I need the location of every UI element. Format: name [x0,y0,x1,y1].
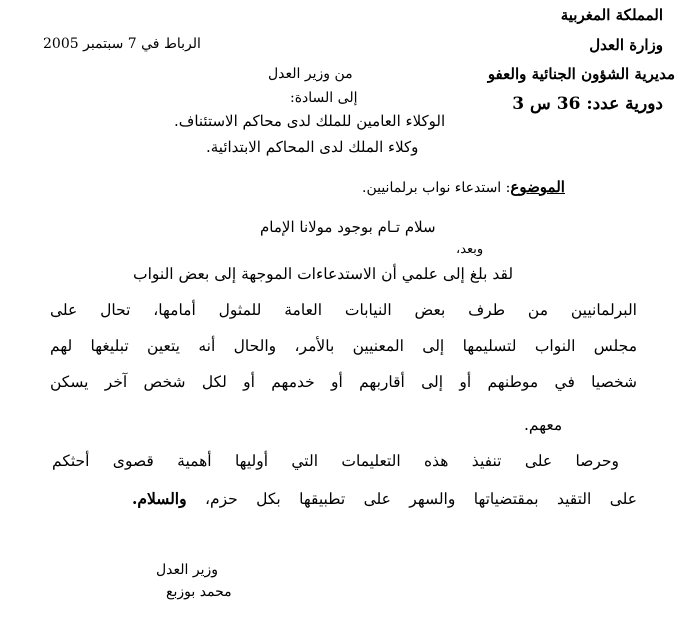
recipient-line: الوكلاء العامين للملك لدى محاكم الاستئناف. [174,112,446,130]
body-line: شخصيا في موطنهم أو إلى أقاربهم أو خدمهم أو لكل شخص آخر يسكن [50,373,637,391]
ministry-header: وزارة العدل [589,36,663,54]
recipient-intro: إلى السادة: [290,90,358,106]
greeting: سلام تـام بوجود مولانا الإمام [260,218,436,236]
after-greeting: وبعد، [456,242,484,257]
body-line-closing [132,489,637,508]
body-line: على التقيد بمقتضياتها والسهر على تطبيقها بكل حزم، [186,490,637,508]
subject-text: : استدعاء نواب برلمانيين. [362,180,511,196]
subject-line [362,178,565,196]
kingdom-header: المملكة المغربية [560,6,663,24]
body-line: وحرصا على تنفيذ هذه التعليمات التي أوليها أهمية قصوى أحثكم [52,452,619,470]
recipient-line: وكلاء الملك لدى المحاكم الابتدائية. [206,138,419,156]
body-line: لقد بلغ إلى علمي أن الاستدعاءات الموجهة إلى بعض النواب [133,265,514,283]
closing-salutation: والسلام. [132,489,187,508]
document-date: الرباط في 7 سبتمبر 2005 [43,36,201,52]
subject-label: الموضوع [510,178,565,196]
body-line: البرلمانيين من طرف بعض النيابات العامة للمثول أمامها، تحال على [50,301,637,319]
body-line: مجلس النواب لتسليمها إلى المعنيين بالأمر، والحال أنه يتعين تبليغها لهم [50,337,637,355]
signature-title: وزير العدل [156,562,219,578]
circular-number: دورية عدد: 36 س 3 [512,94,663,114]
signature-name: محمد بوزبع [166,584,232,600]
directorate-header: مديرية الشؤون الجنائية والعفو [487,65,675,83]
sender-line: من وزير العدل [268,66,353,82]
body-line: معهم. [524,416,563,434]
